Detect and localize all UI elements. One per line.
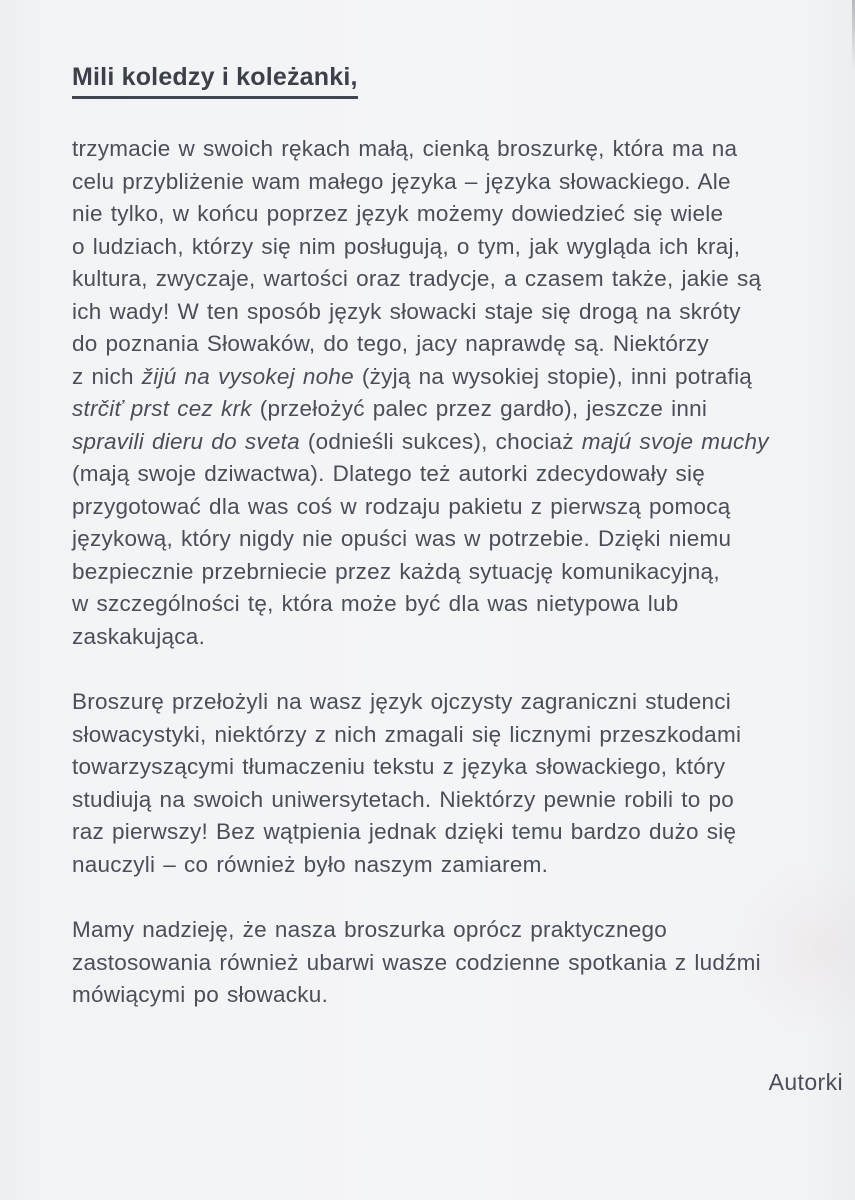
text-segment: językową, który nigdy nie opuści was w potrzebie. Dzięki niemu — [72, 526, 732, 551]
text-line — [72, 491, 805, 524]
text-line — [72, 947, 805, 980]
text-segment: z nich — [72, 363, 142, 389]
text-line — [72, 751, 805, 784]
text-segment: słowacystyki, niektórzy z nich zmagali się licznymi przeszkodami — [72, 721, 742, 747]
text-line — [72, 556, 805, 589]
italic-phrase: spravili dieru do sveta — [72, 428, 300, 454]
text-segment: do poznania Słowaków, do tego, jacy naprawdę są. Niektórzy — [72, 331, 709, 356]
text-line — [72, 198, 805, 231]
text-segment: (odnieśli sukces), chociaż — [299, 428, 582, 454]
text-line — [72, 914, 805, 947]
text-segment: celu przybliżenie wam małego języka – języka słowackiego. Ale — [72, 168, 731, 194]
italic-phrase: žijú na vysokej nohe — [141, 363, 354, 389]
text-line — [72, 361, 805, 394]
letter-body — [72, 133, 805, 1012]
text-segment: mówiącymi po słowacku. — [72, 982, 329, 1007]
text-segment: przygotować dla was coś w rodzaju pakietu z pierwszą pomocą — [72, 493, 731, 519]
text-segment: w szczególności tę, która może być dla was nietypowa lub — [72, 591, 679, 616]
italic-phrase: strčiť prst cez krk — [72, 396, 252, 421]
text-line — [72, 458, 805, 491]
text-segment: ich wady! W ten sposób język słowacki staje się drogą na skróty — [72, 298, 741, 324]
text-line — [72, 523, 805, 556]
paragraph — [72, 133, 805, 653]
text-segment: (żyją na wysokiej stopie), inni potrafią — [353, 363, 753, 389]
text-segment: studiują na swoich uniwersytetach. Niektórzy pewnie robili to po — [72, 786, 735, 812]
paragraph — [72, 686, 805, 881]
text-segment: Mamy nadzieję, że nasza broszurka oprócz praktycznego — [72, 917, 668, 942]
text-segment: zaskakująca. — [72, 623, 206, 649]
italic-phrase: majú svoje muchy — [581, 428, 769, 454]
text-line — [72, 166, 805, 199]
text-segment: raz pierwszy! Bez wątpienia jednak dzięki temu bardzo dużo się — [72, 819, 737, 844]
text-line — [72, 979, 805, 1012]
text-line — [72, 263, 805, 296]
text-segment: zastosowania również ubarwi wasze codzienne spotkania z ludźmi — [72, 949, 761, 975]
text-segment: bezpiecznie przebrniecie przez każdą sytuację komunikacyjną, — [72, 558, 720, 584]
text-segment: o ludziach, którzy się nim posługują, o tym, jak wygląda ich kraj, — [72, 233, 741, 259]
text-line — [72, 588, 805, 621]
text-line — [72, 719, 805, 752]
text-segment: nie tylko, w końcu poprzez język możemy dowiedzieć się wiele — [72, 201, 724, 226]
paragraph — [72, 914, 805, 1012]
text-line — [72, 393, 805, 426]
text-segment: towarzyszącymi tłumaczeniu tekstu z języka słowackiego, który — [72, 754, 726, 779]
salutation-heading: Mili koledzy i koleżanki, — [72, 62, 358, 99]
text-segment: kultura, zwyczaje, wartości oraz tradycje, a czasem także, jakie są — [72, 266, 762, 291]
text-line — [72, 849, 805, 882]
text-line — [72, 426, 805, 459]
text-line — [72, 621, 805, 654]
text-line — [72, 133, 805, 166]
text-segment: trzymacie w swoich rękach małą, cienką broszurkę, która ma na — [72, 136, 738, 161]
text-line — [72, 784, 805, 817]
text-segment: (mają swoje dziwactwa). Dlatego też autorki zdecydowały się — [72, 461, 706, 486]
text-segment: Broszurę przełożyli na wasz język ojczysty zagraniczni studenci — [72, 689, 731, 714]
salutation-row — [72, 62, 805, 99]
text-line — [72, 816, 805, 849]
text-line — [72, 328, 805, 361]
text-line — [72, 296, 805, 329]
text-segment: nauczyli – co również było naszym zamiarem. — [72, 851, 549, 877]
text-line — [72, 686, 805, 719]
text-segment: (przełożyć palec przez gardło), jeszcze inni — [251, 396, 708, 421]
signature: Autorki — [768, 1068, 843, 1095]
text-line — [72, 231, 805, 264]
